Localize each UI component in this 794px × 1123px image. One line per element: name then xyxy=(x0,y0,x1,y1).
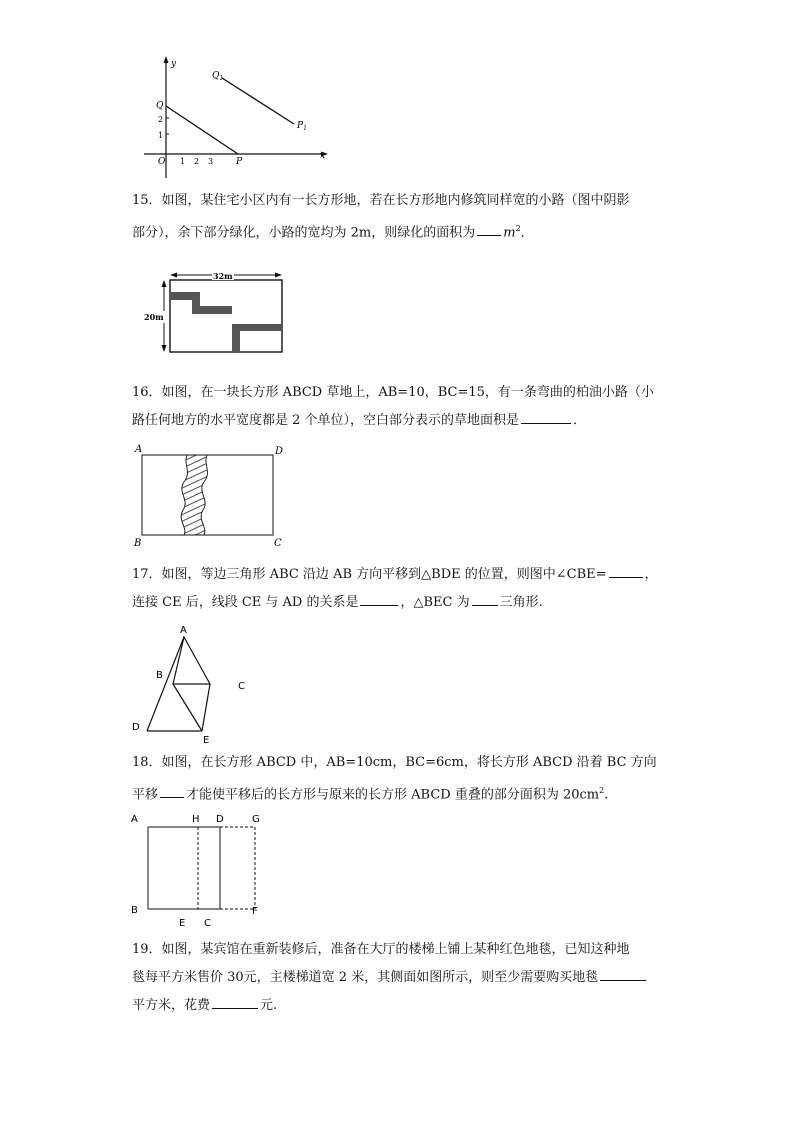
q17-line-2: 连接 CE 后，线段 CE 与 AD 的关系是 ，△BEC 为 三角形. xyxy=(132,589,672,617)
q19-cost-blank[interactable] xyxy=(212,994,258,1009)
q18-label-a: A xyxy=(131,814,138,825)
q19-line-1: 19．如图，某宾馆在重新装修后，准备在大厅的楼梯上铺上某种红色地毯，已知这种地 xyxy=(132,942,630,957)
q16-label-c: C xyxy=(274,538,282,549)
tick-x-3: 3 xyxy=(208,157,214,166)
q18-label-f: F xyxy=(252,906,258,917)
q17-triangle-figure xyxy=(126,622,256,744)
q18-line-1: 18．如图，在长方形 ABCD 中，AB=10cm，BC=6cm，将长方形 ABCD 沿着 BC 方向 xyxy=(132,755,657,770)
q17-label-b: B xyxy=(156,670,163,681)
q15-width-label: 32m xyxy=(213,272,233,281)
q17-label-c: C xyxy=(238,681,245,692)
q15-height-label: 20m xyxy=(144,312,164,322)
q16-label-a: A xyxy=(135,444,143,455)
question-16 xyxy=(132,379,672,435)
q17-angle-blank[interactable] xyxy=(609,563,643,578)
q15-line-2: 部分），余下部分绿化，小路的宽均为 2m，则绿化的面积为 $m^2$． xyxy=(132,215,672,247)
question-17 xyxy=(132,561,672,617)
q17-label-a: A xyxy=(180,625,187,636)
q15-answer-blank[interactable] xyxy=(477,221,501,236)
q15-line-1: 15．如图，某住宅小区内有一长方形地，若在长方形地内修筑同样宽的小路（图中阴影 xyxy=(132,193,630,208)
point-p1-label: $P_1$ xyxy=(297,121,307,132)
q19-area-blank[interactable] xyxy=(600,966,646,981)
q19-line-3: 平方米，花费 元. xyxy=(132,992,672,1020)
q18-answer-blank[interactable] xyxy=(160,783,184,798)
q17-triangle-type-blank[interactable] xyxy=(472,591,498,606)
q16-line-2: 路任何地方的水平宽度都是 2 个单位），空白部分表示的草地面积是 ． xyxy=(132,407,672,435)
axis-x-label: x xyxy=(320,151,326,161)
q16-line-1: 16．如图，在一块长方形 ABCD 草地上，AB=10，BC=15，有一条弯曲的柏油小路（小 xyxy=(132,385,654,400)
q18-label-e: E xyxy=(179,918,186,929)
origin-label: O xyxy=(158,157,166,167)
q16-label-b: B xyxy=(134,538,142,549)
tick-y-2: 2 xyxy=(158,115,164,124)
q19-line-2: 毯每平方米售价 30元，主楼梯道宽 2 米，其侧面如图所示，则至少需要购买地毯 xyxy=(132,964,672,992)
q16-rectangle-figure xyxy=(132,442,288,550)
point-q-label: Q xyxy=(156,101,164,111)
q18-label-b: B xyxy=(131,905,138,916)
tick-x-2: 2 xyxy=(194,157,200,166)
q17-line-1: 17．如图，等边三角形 ABC 沿边 AB 方向平移到△BDE 的位置，则图中∠CBE= ， xyxy=(132,561,672,589)
q17-label-d: D xyxy=(132,722,140,733)
q18-label-d: D xyxy=(216,814,224,825)
q18-label-c: C xyxy=(204,918,211,929)
q17-relation-blank[interactable] xyxy=(360,591,398,606)
q18-label-h: H xyxy=(192,814,200,825)
axis-y-label: y xyxy=(171,59,177,69)
point-q1-label: $Q_1$ xyxy=(212,71,224,82)
tick-x-1: 1 xyxy=(180,157,186,166)
question-18 xyxy=(132,749,672,809)
q16-label-d: D xyxy=(275,446,284,457)
question-19 xyxy=(132,936,672,1020)
q18-label-g: G xyxy=(252,814,260,825)
tick-y-1: 1 xyxy=(158,131,164,140)
q18-line-2: 平移 才能使平移后的长方形与原来的长方形 ABCD 重叠的部分面积为 $20cm^2$. xyxy=(132,777,672,809)
question-15 xyxy=(132,187,672,247)
point-p-label: P xyxy=(236,157,243,167)
q15-path-figure xyxy=(140,272,288,358)
q17-label-e: E xyxy=(203,735,210,744)
q16-answer-blank[interactable] xyxy=(521,409,571,424)
q18-rectangle-figure xyxy=(128,812,270,930)
coordinate-graph-figure xyxy=(138,52,338,180)
